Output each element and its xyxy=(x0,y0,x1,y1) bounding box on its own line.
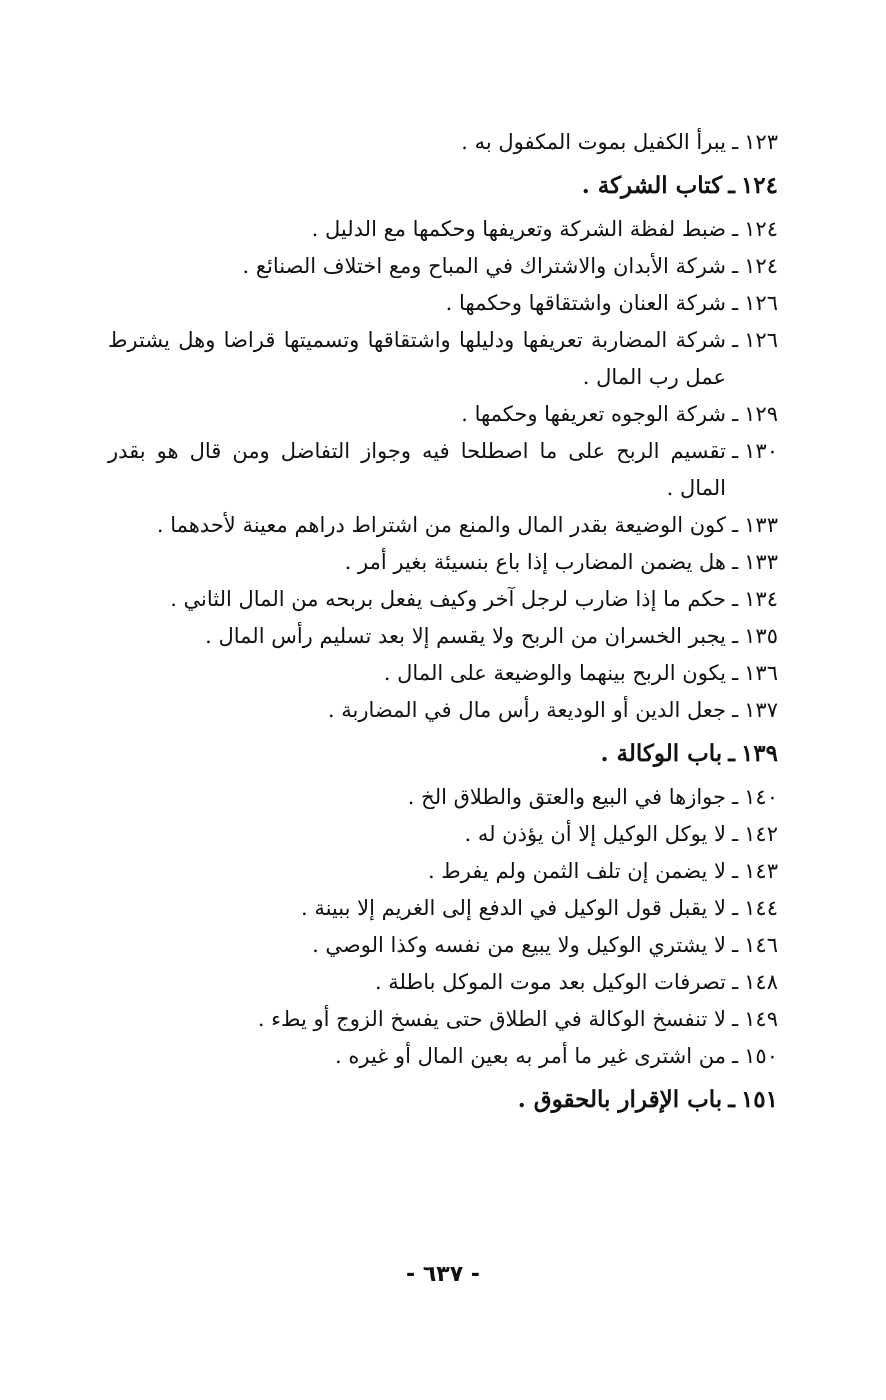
toc-entry xyxy=(108,396,778,433)
toc-entry-text: لا تنفسخ الوكالة في الطلاق حتى يفسخ الزوج أو يطء . xyxy=(257,1007,726,1031)
toc-entry-text: يجبر الخسران من الربح ولا يقسم إلا بعد تسليم رأس المال . xyxy=(205,624,726,648)
toc-entry xyxy=(108,322,778,396)
toc-separator: ـ xyxy=(732,785,739,809)
toc-separator: ـ xyxy=(732,661,739,685)
toc-separator: ـ xyxy=(732,513,739,537)
toc-entry-text: شركة الأبدان والاشتراك في المباح ومع اختلاف الصنائع . xyxy=(242,254,726,278)
toc-entry xyxy=(108,285,778,322)
toc-entry-text: من اشترى غير ما أمر به بعين المال أو غيره . xyxy=(335,1044,726,1068)
toc-separator: ـ xyxy=(732,254,739,278)
toc-page-number: ١٢٤ xyxy=(744,217,778,241)
toc-page-number: ١٣٤ xyxy=(744,587,778,611)
toc-separator: ـ xyxy=(732,970,739,994)
toc-page-number: ١٥٠ xyxy=(744,1044,778,1068)
toc-page-number: ١٥١ xyxy=(740,1086,778,1113)
toc-separator: ـ xyxy=(732,896,739,920)
toc-page-number: ١٣٦ xyxy=(744,661,778,685)
toc-separator: ـ xyxy=(732,587,739,611)
toc-page-number: ١٢٤ xyxy=(740,172,778,199)
toc-page-number: ١٤٨ xyxy=(744,970,778,994)
toc-entry-text: تصرفات الوكيل بعد موت الموكل باطلة . xyxy=(374,970,726,994)
toc-separator: ـ xyxy=(732,1044,739,1068)
toc-entry-text: يبرأ الكفيل بموت المكفول به . xyxy=(461,130,726,154)
toc-separator: ـ xyxy=(728,1086,735,1113)
toc-entry-text: ضبط لفظة الشركة وتعريفها وحكمها مع الدليل . xyxy=(311,217,726,241)
toc-entry xyxy=(108,927,778,964)
toc-page-number: ١٢٣ xyxy=(744,130,778,154)
toc-entry-text: لا يقبل قول الوكيل في الدفع إلى الغريم إلا ببينة . xyxy=(300,896,726,920)
toc-entry xyxy=(108,248,778,285)
toc-entry xyxy=(108,964,778,1001)
toc-entry xyxy=(108,1038,778,1075)
toc-entry-text: لا يشتري الوكيل ولا يبيع من نفسه وكذا الوصي . xyxy=(312,933,726,957)
toc-heading xyxy=(108,733,778,775)
toc-entry-text: كون الوضيعة بقدر المال والمنع من اشتراط دراهم معينة لأحدهما . xyxy=(156,513,726,537)
toc-entry-text: شركة الوجوه تعريفها وحكمها . xyxy=(461,402,726,426)
toc-entry xyxy=(108,507,778,544)
toc-entry-text: شركة المضاربة تعريفها ودليلها واشتقاقها وتسميتها قراضا وهل يشترط عمل رب المال . xyxy=(108,328,726,389)
toc-separator: ـ xyxy=(732,624,739,648)
toc-entry xyxy=(108,890,778,927)
toc-entry xyxy=(108,544,778,581)
toc-page-number: ١٣٧ xyxy=(744,698,778,722)
toc-entry xyxy=(108,433,778,507)
toc-separator: ـ xyxy=(732,402,739,426)
toc-entry-text: يكون الربح بينهما والوضيعة على المال . xyxy=(383,661,726,685)
toc-separator: ـ xyxy=(732,439,739,463)
toc-entry-text: جوازها في البيع والعتق والطلاق الخ . xyxy=(407,785,726,809)
toc-separator: ـ xyxy=(732,217,739,241)
toc-entry-text: لا يوكل الوكيل إلا أن يؤذن له . xyxy=(464,822,726,846)
toc-entry xyxy=(108,124,778,161)
toc-heading xyxy=(108,165,778,207)
toc-entry xyxy=(108,655,778,692)
toc-separator: ـ xyxy=(728,740,735,767)
toc-page-number: ١٤٠ xyxy=(744,785,778,809)
toc-page-number: ١٢٩ xyxy=(744,402,778,426)
page-number: - ٦٣٧ - xyxy=(406,1262,480,1287)
toc-page-number: ١٤٤ xyxy=(744,896,778,920)
toc-entry-text: جعل الدين أو الوديعة رأس مال في المضاربة . xyxy=(327,698,726,722)
toc-entry-text: حكم ما إذا ضارب لرجل آخر وكيف يفعل بربحه من المال الثاني . xyxy=(170,587,726,611)
toc-entry-text: شركة العنان واشتقاقها وحكمها . xyxy=(445,291,726,315)
toc-separator: ـ xyxy=(732,933,739,957)
toc-separator: ـ xyxy=(728,172,735,199)
toc-separator: ـ xyxy=(732,698,739,722)
toc-entry xyxy=(108,816,778,853)
toc-page-number: ١٤٣ xyxy=(744,859,778,883)
toc-heading-text: باب الإقرار بالحقوق . xyxy=(517,1086,723,1113)
toc-page-number: ١٤٩ xyxy=(744,1007,778,1031)
toc-page-number: ١٣٣ xyxy=(744,550,778,574)
toc-entry-text: لا يضمن إن تلف الثمن ولم يفرط . xyxy=(427,859,726,883)
toc-page-number: ١٤٦ xyxy=(744,933,778,957)
toc-heading-text: باب الوكالة . xyxy=(600,740,723,767)
toc-entry xyxy=(108,211,778,248)
table-of-contents xyxy=(108,124,778,1125)
toc-separator: ـ xyxy=(732,822,739,846)
toc-page-number: ١٤٢ xyxy=(744,822,778,846)
toc-page-number: ١٣٠ xyxy=(744,439,778,463)
toc-heading xyxy=(108,1079,778,1121)
toc-entry-text: هل يضمن المضارب إذا باع بنسيئة بغير أمر . xyxy=(344,550,726,574)
toc-entry xyxy=(108,581,778,618)
toc-separator: ـ xyxy=(732,1007,739,1031)
toc-entry-text: تقسيم الربح على ما اصطلحا فيه وجواز التفاضل ومن قال هو بقدر المال . xyxy=(108,439,726,500)
toc-entry xyxy=(108,618,778,655)
toc-page-number: ١٣٩ xyxy=(740,740,778,767)
toc-separator: ـ xyxy=(732,859,739,883)
toc-page-number: ١٢٤ xyxy=(744,254,778,278)
toc-entry xyxy=(108,779,778,816)
toc-separator: ـ xyxy=(732,328,739,352)
toc-entry xyxy=(108,853,778,890)
toc-entry xyxy=(108,692,778,729)
toc-separator: ـ xyxy=(732,291,739,315)
toc-entry xyxy=(108,1001,778,1038)
toc-page-number: ١٣٥ xyxy=(744,624,778,648)
toc-separator: ـ xyxy=(732,550,739,574)
toc-page-number: ١٣٣ xyxy=(744,513,778,537)
toc-heading-text: كتاب الشركة . xyxy=(581,172,723,199)
toc-separator: ـ xyxy=(732,130,739,154)
toc-page-number: ١٢٦ xyxy=(744,291,778,315)
toc-page-number: ١٢٦ xyxy=(744,328,778,352)
